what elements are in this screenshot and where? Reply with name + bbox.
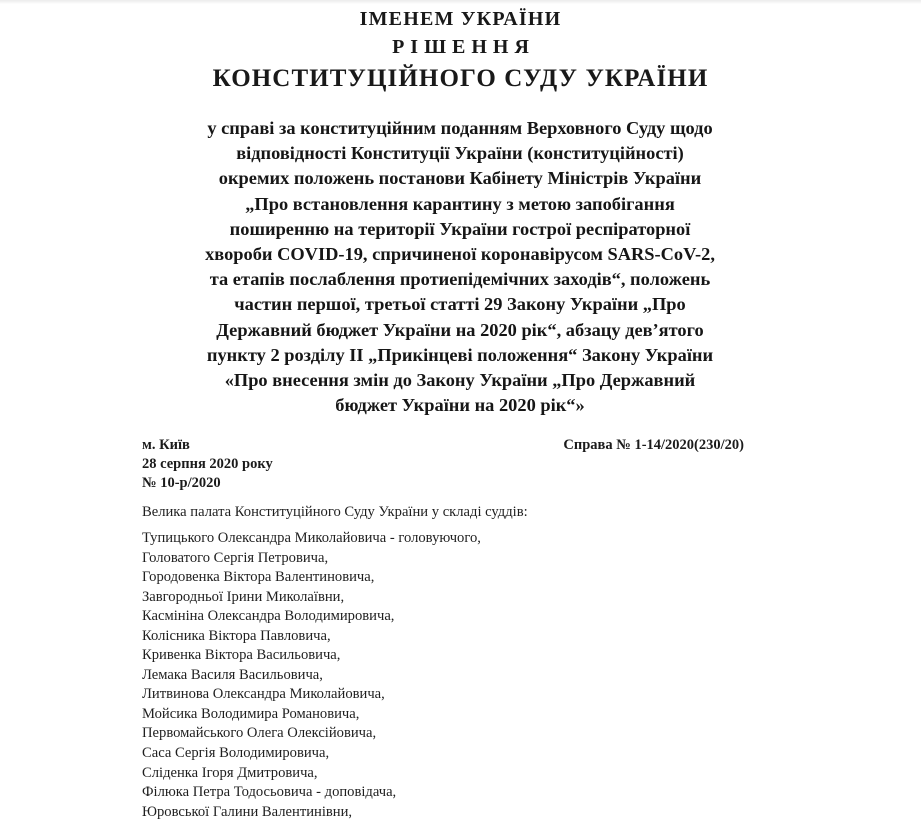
issue-city: м. Київ — [142, 437, 190, 453]
subject-line: хвороби COVID-19, спричиненої коронавірусом SARS-CoV-2, — [205, 244, 715, 265]
judge-list-item: Литвинова Олександра Миколайовича, — [142, 686, 385, 703]
judges-list — [142, 529, 782, 822]
issue-date: 28 серпня 2020 року — [142, 456, 273, 472]
subject-line: та етапів послаблення протиепідемічних заходів“, положень — [209, 269, 711, 290]
subject-line: поширенню на території України гострої респіраторної — [229, 218, 691, 239]
judge-list-item: Лемака Василя Васильовича, — [142, 666, 323, 683]
judge-list-item: Городовенка Віктора Валентиновича, — [142, 569, 375, 586]
case-number: Справа № 1-14/2020(230/20) — [563, 437, 744, 453]
subject-line: «Про внесення змін до Закону України „Про Державний — [224, 370, 696, 391]
issue-place-and-date — [142, 436, 273, 493]
subject-line: відповідності Конституції України (конституційності) — [236, 143, 684, 164]
subject-line: частин першої, третьої статті 29 Закону України „Про — [234, 294, 686, 315]
judge-list-item: Головатого Сергія Петровича, — [142, 549, 329, 566]
panel-intro-text: Велика палата Конституційного Суду України у складі суддів: — [142, 504, 528, 520]
document-meta-block — [142, 436, 782, 493]
subject-line: „Про встановлення карантину з метою запобігання — [245, 193, 675, 214]
heading-line-rishennya: РІШЕННЯ — [392, 36, 535, 58]
judge-list-item: Саса Сергія Володимировича, — [142, 745, 330, 762]
decision-number: № 10-р/2020 — [142, 475, 221, 491]
document-heading — [0, 6, 921, 95]
heading-line-court-name: КОНСТИТУЦІЙНОГО СУДУ УКРАЇНИ — [212, 65, 709, 92]
judge-list-item: Кривенка Віктора Васильовича, — [142, 647, 341, 664]
case-subject-paragraph — [130, 116, 790, 418]
judge-list-item: Завгородньої Ірини Миколаївни, — [142, 588, 345, 605]
judge-list-item: Юровської Галини Валентинівни, — [142, 803, 353, 820]
subject-line: окремих положень постанови Кабінету Міністрів України — [218, 168, 702, 189]
subject-line: пункту 2 розділу II „Прикінцеві положення“ Закону України — [206, 344, 714, 365]
subject-line: бюджет України на 2020 рік“» — [335, 395, 585, 416]
judge-list-item: Сліденка Ігоря Дмитровича, — [142, 764, 318, 781]
subject-line: Державний бюджет України на 2020 рік“, абзацу дев’ятого — [216, 319, 704, 340]
judge-list-item: Філюка Петра Тодосьовича - доповідача, — [142, 784, 397, 801]
heading-line-imenem-ukrainy: ІМЕНЕМ УКРАЇНИ — [359, 8, 562, 30]
judge-list-item: Колісника Віктора Павловича, — [142, 627, 331, 644]
scan-edge-band — [0, 0, 921, 4]
judge-list-item: Касмініна Олександра Володимировича, — [142, 608, 395, 625]
judge-list-item: Тупицького Олександра Миколайовича - головуючого, — [142, 530, 481, 546]
judge-list-item: Первомайського Олега Олексійовича, — [142, 725, 377, 742]
judge-list-item: Мойсика Володимира Романовича, — [142, 705, 360, 722]
subject-line: у справі за конституційним поданням Верховного Суду щодо — [207, 118, 713, 138]
